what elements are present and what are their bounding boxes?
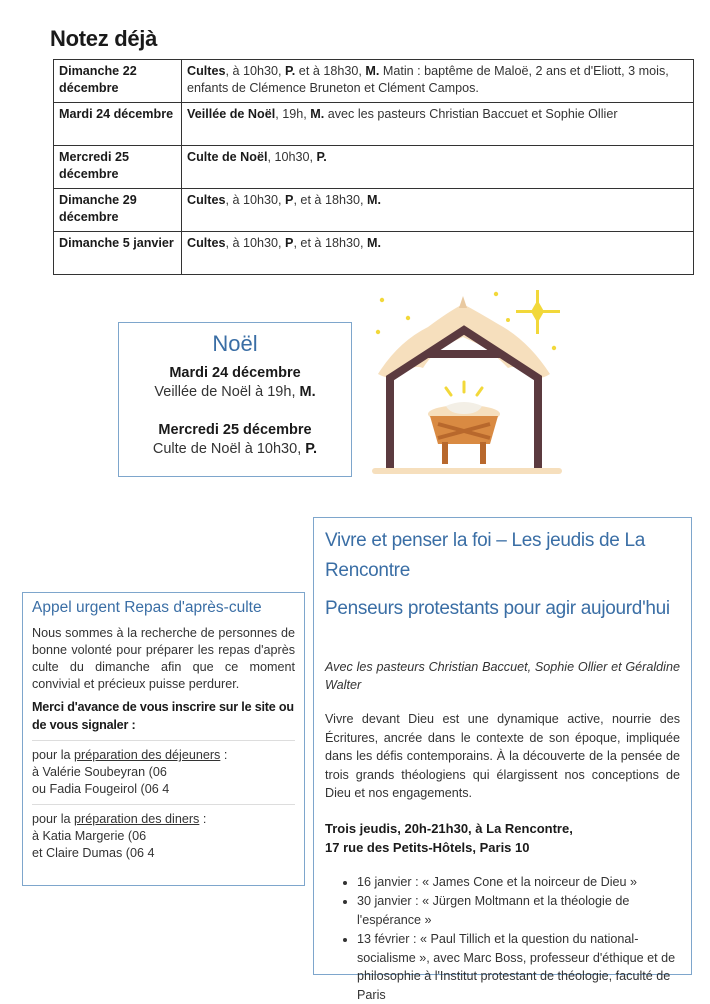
table-row xyxy=(54,146,694,189)
foi-title: Vivre et penser la foi – Les jeudis de La Rencontre xyxy=(325,526,680,586)
foi-dates-line: 17 rue des Petits-Hôtels, Paris 10 xyxy=(325,838,680,857)
row-extra: avec les pasteurs Christian Baccuet et Sophie Ollier xyxy=(324,107,617,121)
repas-contact-text: ou Fadia Fougeirol (06 4 xyxy=(32,782,169,796)
repas-contact xyxy=(32,781,295,798)
repas-contact-text: et Claire Dumas (06 4 xyxy=(32,846,155,860)
repas-contact-text: à Katia Margerie (06 xyxy=(32,829,146,843)
repas-suffix: : xyxy=(220,748,227,762)
foi-box xyxy=(313,517,692,975)
repas-box xyxy=(22,592,305,886)
row-extra: Matin : baptême de Maloë, 2 ans et d'Eliott, 3 mois, enfants de Clémence Bruneton et Clément Campos. xyxy=(187,64,669,95)
notez-title: Notez déjà xyxy=(50,26,157,52)
repas-intro: Nous sommes à la recherche de personnes de bonne volonté pour préparer les repas d'après culte du dimanche afin que ce moment convivial et précieux puisse perdurer. xyxy=(32,625,295,693)
list-item: • 13 février : « Paul Tillich et la question du national-socialisme », avec Marc Boss, professeur d'éthique et de philosophie à l'Institut protestant de théologie, faculté de Paris xyxy=(357,930,680,1004)
row-desc xyxy=(182,60,694,103)
table-row xyxy=(54,189,694,232)
row-date: Mardi 24 décembre xyxy=(54,103,182,146)
repas-title: Appel urgent Repas d'après-culte xyxy=(32,599,295,617)
row-title: Veillée de Noël xyxy=(187,107,275,121)
row-text: , et à 18h30, xyxy=(293,193,367,207)
glow-rays-icon xyxy=(446,382,482,395)
row-text: , à 10h30, xyxy=(226,236,286,250)
row-desc xyxy=(182,189,694,232)
star-icon xyxy=(516,290,560,334)
foi-dates xyxy=(325,819,680,857)
repas-merci: Merci d'avance de vous inscrire sur le site ou de vous signaler : xyxy=(32,698,295,734)
nativity-creche-icon xyxy=(368,282,568,478)
noel-line-text: Veillée de Noël à 19h, xyxy=(154,384,299,400)
row-title: Cultes xyxy=(187,193,226,207)
noel-line xyxy=(119,384,351,400)
row-place: P xyxy=(285,193,293,207)
noel-line-place: P. xyxy=(305,441,317,457)
repas-contact xyxy=(32,828,295,845)
repas-contact xyxy=(32,845,295,862)
table-row xyxy=(54,232,694,275)
table-row xyxy=(54,103,694,146)
row-text: , à 10h30, xyxy=(226,64,286,78)
row-desc xyxy=(182,232,694,275)
manger-icon xyxy=(428,402,500,464)
row-place: M. xyxy=(367,236,381,250)
row-title: Cultes xyxy=(187,236,226,250)
ground-icon xyxy=(372,468,562,474)
noel-title: Noël xyxy=(119,331,351,357)
list-item: • 30 janvier : « Jürgen Moltmann et la théologie de l'espérance » xyxy=(357,892,680,929)
row-text: , à 10h30, xyxy=(226,193,286,207)
row-date: Mercredi 25 décembre xyxy=(54,146,182,189)
foi-list xyxy=(325,873,680,1004)
row-place: P. xyxy=(317,150,327,164)
row-place: P. xyxy=(285,64,295,78)
repas-prefix: pour la xyxy=(32,812,74,826)
noel-line xyxy=(119,441,351,457)
row-desc xyxy=(182,103,694,146)
repas-contact xyxy=(32,764,295,781)
noel-line-text: Culte de Noël à 10h30, xyxy=(153,441,305,457)
schedule-table xyxy=(53,59,694,275)
noel-box xyxy=(118,322,352,477)
row-desc xyxy=(182,146,694,189)
repas-dejeuner-heading xyxy=(32,747,295,764)
row-place: P xyxy=(285,236,293,250)
row-text: , 10h30, xyxy=(267,150,316,164)
repas-suffix: : xyxy=(199,812,206,826)
row-place: M. xyxy=(367,193,381,207)
repas-dejeuner-link[interactable]: préparation des déjeuners xyxy=(74,748,220,762)
repas-diner-link[interactable]: préparation des diners xyxy=(74,812,199,826)
noel-date: Mardi 24 décembre xyxy=(119,365,351,381)
row-text: , 19h, xyxy=(275,107,310,121)
row-place: M. xyxy=(365,64,379,78)
row-date: Dimanche 29 décembre xyxy=(54,189,182,232)
repas-contact-text: à Valérie Soubeyran (06 xyxy=(32,765,167,779)
foi-avec: Avec les pasteurs Christian Baccuet, Sophie Ollier et Géraldine Walter xyxy=(325,658,680,694)
row-text: , et à 18h30, xyxy=(293,236,367,250)
noel-date: Mercredi 25 décembre xyxy=(119,422,351,438)
repas-prefix: pour la xyxy=(32,748,74,762)
foi-subtitle: Penseurs protestants pour agir aujourd'hui xyxy=(325,594,680,624)
foi-dates-line: Trois jeudis, 20h-21h30, à La Rencontre, xyxy=(325,819,680,838)
noel-line-place: M. xyxy=(300,384,316,400)
row-place: M. xyxy=(310,107,324,121)
row-date: Dimanche 5 janvier xyxy=(54,232,182,275)
row-title: Cultes xyxy=(187,64,226,78)
repas-diner-heading xyxy=(32,811,295,828)
list-item: • 16 janvier : « James Cone et la noirceur de Dieu » xyxy=(357,873,680,892)
table-row xyxy=(54,60,694,103)
row-text: et à 18h30, xyxy=(295,64,365,78)
foi-paragraph: Vivre devant Dieu est une dynamique active, nourrie des Écritures, ancrée dans le contexte de son époque, impliquée dans les défis contemporains. À la découverte de la pensée de trois grands théologiens qui élargissent nos conceptions de Dieu et nos engagements. xyxy=(325,710,680,803)
row-date: Dimanche 22 décembre xyxy=(54,60,182,103)
row-title: Culte de Noël xyxy=(187,150,267,164)
